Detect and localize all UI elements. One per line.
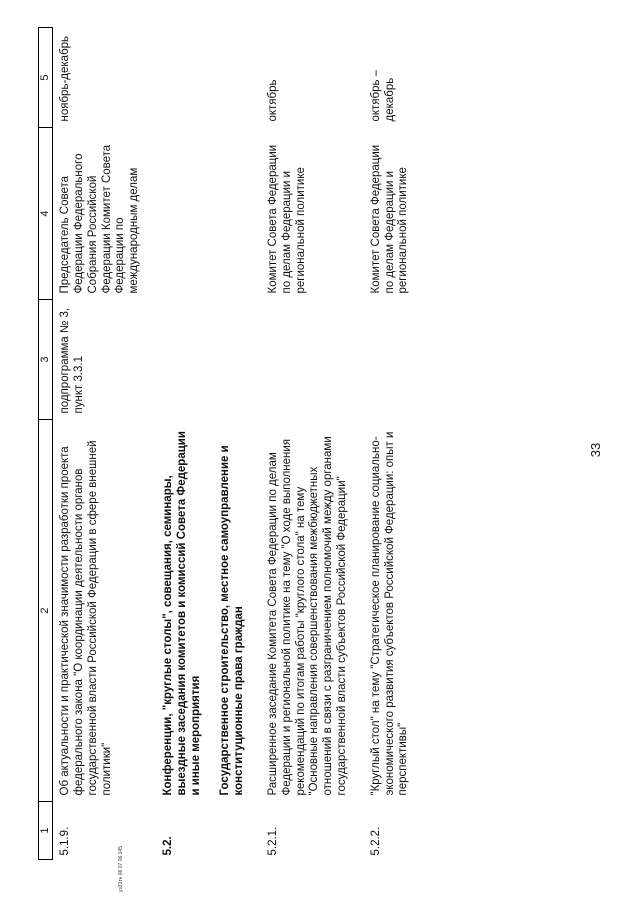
subsection-heading: Государственное строительство, местное самоуправление и конституционные права граждан [219,445,246,796]
row-responsible: Комитет Совета Федерации по делам Федерации и региональной политике [266,144,307,294]
print-stamp: уз31тн 06 07 06 145 [118,846,124,892]
col-header-2: 2 [39,420,53,802]
col-header-1: 1 [39,802,53,860]
row-reference: подпрограмма № 3, пункт 3.3.1 [59,307,85,414]
header-row [39,28,53,860]
row-description: "Круглый стол" на тему "Стратегическое планирование социально-экономического развития субъектов Российской Федерации: опыт и перспективы" [369,431,410,796]
row-term: октябрь – декабрь [369,69,396,122]
row-number: 5.2.1. [266,826,279,856]
section-heading: Конференции, "круглые столы", совещания, семинары, выездные заседания комитетов и комиссий Совета Федерации и иные мероприятия [161,431,202,796]
table-row [146,28,251,860]
row-number: 5.2.2. [369,826,382,856]
row-term: ноябрь-декабрь [59,35,72,122]
col-header-5: 5 [39,28,53,128]
row-description: Об актуальности и практической значимости разработки проекта федерального закона "О координации деятельности органов государственной власти Российской Федерации в сфере внешней политики" [59,440,113,796]
row-description: Расширенное заседание Комитета Совета Федерации по делам Федерации и региональной политике на тему "О ходе выполнения рекомендаций по итогам работы "круглого стола" на тему "Основные направления совершенствования межбюджетных отношений в связи с разграничением полномочий между органами государственной власти субъектов Российской Федерации" [266,436,348,796]
row-number: 5.2. [161,836,174,856]
table-row [251,28,354,860]
row-term: октябрь [266,79,279,122]
row-number: 5.1.9. [59,826,72,856]
col-header-3: 3 [39,300,53,420]
row-responsible: Председатель Совета Федерации Федерального Собрания Российской Федерации Комитет Совета Федерации по международным делам [59,144,141,294]
row-reference [146,300,251,420]
plan-table [38,27,415,860]
row-reference [354,300,415,420]
col-header-4: 4 [39,128,53,300]
row-responsible: Комитет Совета Федерации по делам Федерации и региональной политике [369,144,410,294]
page-number: 33 [588,442,603,458]
row-description-cell [146,420,251,802]
table-row [354,28,415,860]
table-row [53,28,146,860]
row-reference [251,300,354,420]
row-term [146,28,251,128]
row-responsible [146,128,251,300]
